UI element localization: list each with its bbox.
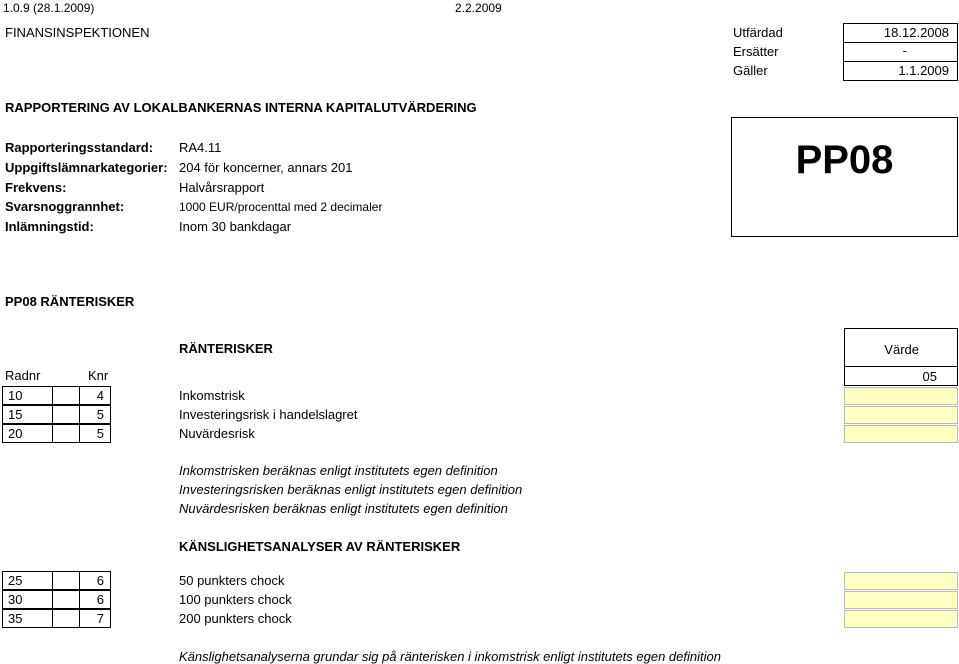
row-10-label: Inkomstrisk [179,388,245,403]
value-col-code: 05 [922,369,937,384]
row-25-label: 50 punkters chock [179,573,285,588]
replaces-value-cell: - [843,42,958,62]
info-value-deadline: Inom 30 bankdagar [179,219,292,234]
row-20-label: Nuvärdesrisk [179,426,255,441]
issued-label: Utfärdad [733,25,783,40]
row-20-blank [52,424,80,443]
info-value-categories: 204 för koncerner, annars 201 [179,160,353,175]
info-label-precision: Svarsnoggrannhet: [5,199,125,214]
row-25-knr: 6 [79,571,111,590]
row-20-radnr: 20 [2,424,53,443]
row-25-value-input[interactable] [844,572,958,590]
authority-name: FINANSINSPEKTIONEN [5,25,150,40]
info-label-standard: Rapporteringsstandard: [5,140,154,155]
info-value-precision: 1000 EUR/procenttal med 2 decimaler [179,200,383,214]
note-present-value-risk: Nuvärdesrisken beräknas enligt institutets egen definition [179,501,508,516]
knr-header: Knr [88,368,109,383]
row-15-label: Investeringsrisk i handelslagret [179,407,358,422]
row-30-label: 100 punkters chock [179,592,292,607]
report-title: RAPPORTERING AV LOKALBANKERNAS INTERNA KAPITALUTVÄRDERING [5,100,477,115]
row-15-value-input[interactable] [844,406,958,424]
info-label-categories: Uppgiftslämnarkategorier: [5,160,168,175]
row-35-blank [52,609,80,628]
row-30-knr: 6 [79,590,111,609]
row-30-radnr: 30 [2,590,53,609]
valid-date-cell: 1.1.2009 [843,61,958,81]
section-title: PP08 RÄNTERISKER [5,294,135,309]
valid-label: Gäller [733,63,768,78]
info-value-standard: RA4.11 [179,140,222,155]
issued-date-cell: 18.12.2008 [843,23,958,43]
version-date: 2.2.2009 [455,1,502,15]
row-10-blank [52,386,80,405]
row-20-value-input[interactable] [844,425,958,443]
table-heading: RÄNTERISKER [179,341,273,356]
row-25-blank [52,571,80,590]
value-heading: Värde [884,342,919,357]
row-30-value-input[interactable] [844,591,958,609]
row-10-knr: 4 [79,386,111,405]
row-15-radnr: 15 [2,405,53,424]
info-label-deadline: Inlämningstid: [5,219,94,234]
row-15-knr: 5 [79,405,111,424]
replaces-label: Ersätter [733,44,779,59]
info-label-frequency: Frekvens: [5,180,67,195]
radnr-header: Radnr [5,368,41,383]
value-header-box [844,328,958,366]
row-20-knr: 5 [79,424,111,443]
info-value-frequency: Halvårsrapport [179,180,265,195]
value-col-cell [844,366,958,386]
row-10-value-input[interactable] [844,387,958,405]
row-10-radnr: 10 [2,386,53,405]
row-35-label: 200 punkters chock [179,611,292,626]
row-35-radnr: 35 [2,609,53,628]
row-35-value-input[interactable] [844,610,958,628]
report-code-box [731,117,958,237]
row-25-radnr: 25 [2,571,53,590]
report-code: PP08 [795,138,894,182]
sensitivity-heading: KÄNSLIGHETSANALYSER AV RÄNTERISKER [179,539,461,554]
note-investment-risk: Investeringsrisken beräknas enligt institutets egen definition [179,482,523,497]
note-income-risk: Inkomstrisken beräknas enligt institutets egen definition [179,463,498,478]
row-15-blank [52,405,80,424]
row-35-knr: 7 [79,609,111,628]
version-text: 1.0.9 (28.1.2009) [3,1,95,15]
sensitivity-footnote: Känslighetsanalyserna grundar sig på ränterisken i inkomstrisk enligt institutets egen definition [179,649,721,664]
row-30-blank [52,590,80,609]
